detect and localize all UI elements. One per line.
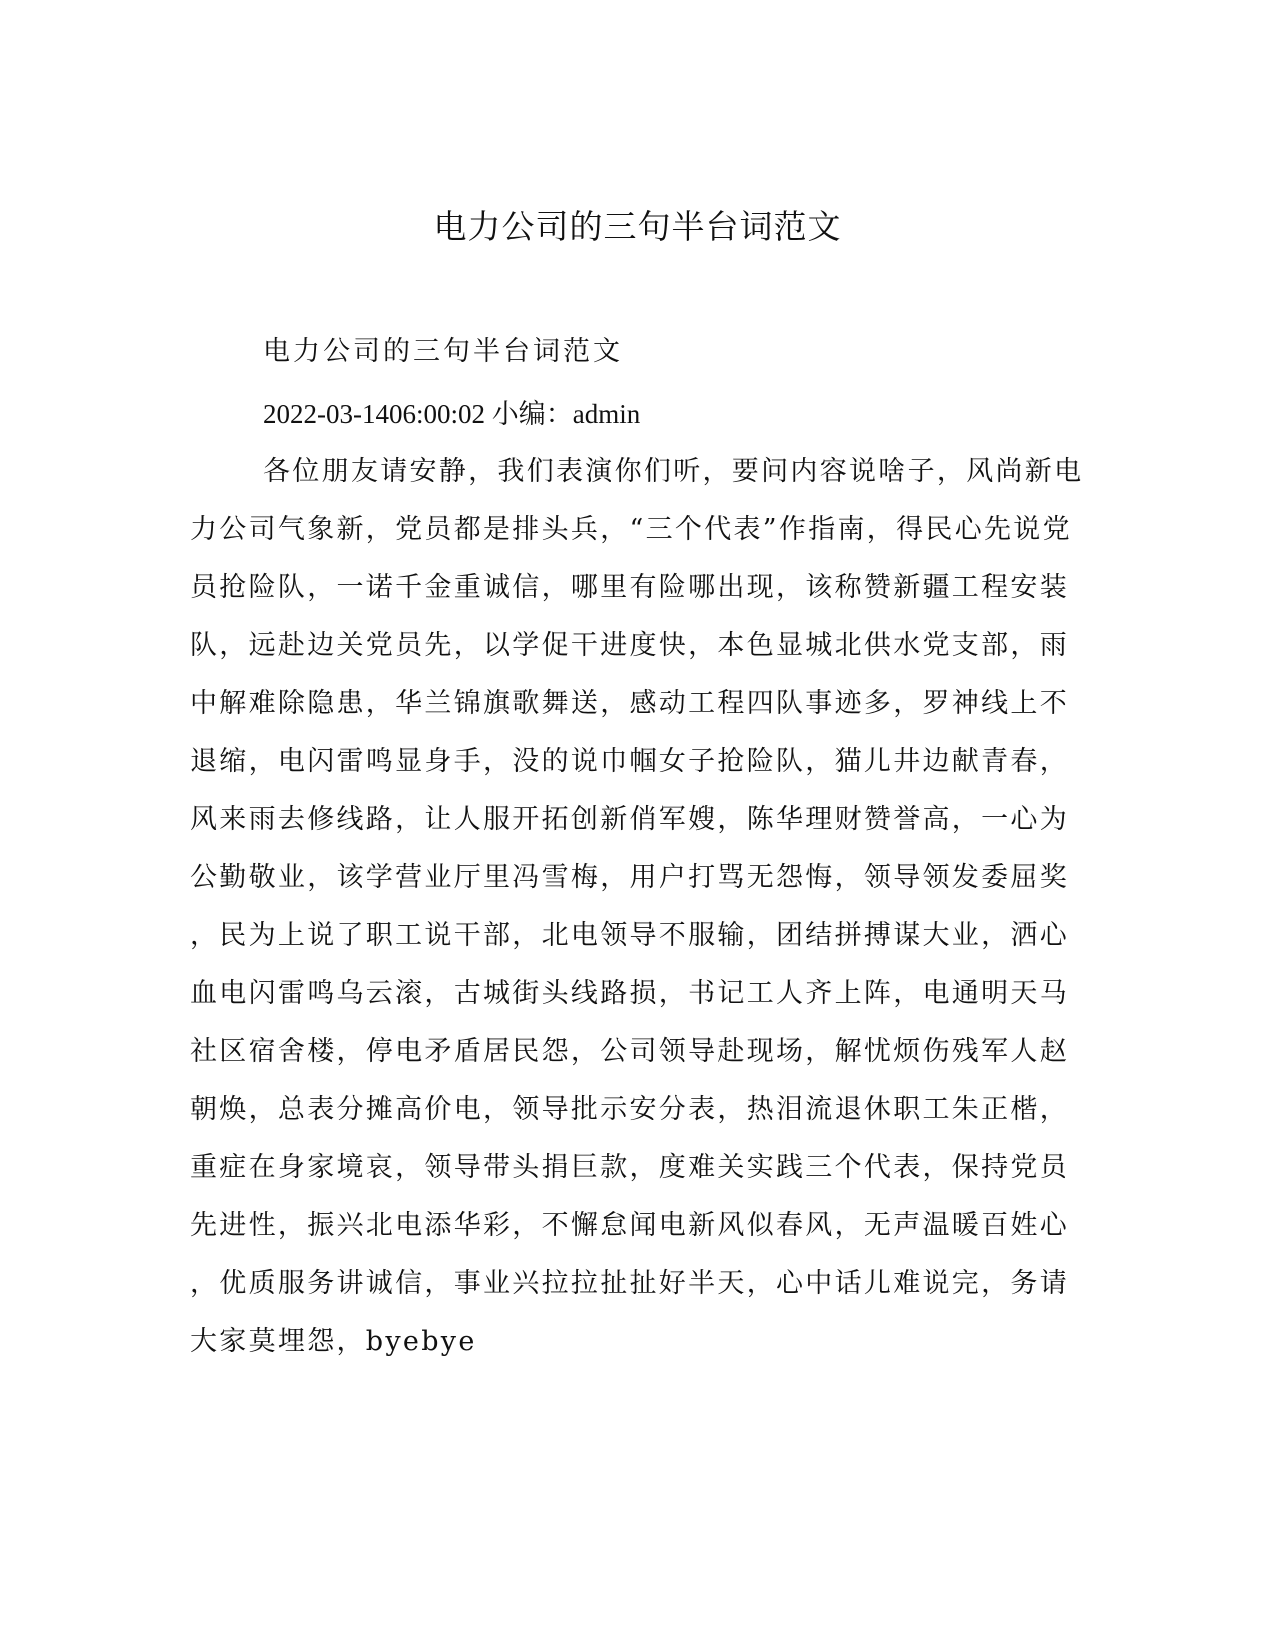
body-line: 公勤敬业，该学营业厅里冯雪梅，用户打骂无怨悔，领导领发委屈奖 [190, 862, 1069, 893]
body-line: 风来雨去修线路，让人服开拓创新俏军嫂，陈华理财赞誉高，一心为 [190, 804, 1069, 835]
document-title: 电力公司的三句半台词范文 [433, 207, 842, 246]
body-line: 队，远赴边关党员先，以学促干进度快，本色显城北供水党支部，雨 [190, 630, 1069, 661]
body-line: 社区宿舍楼，停电矛盾居民怨，公司领导赴现场，解忧烦伤残军人赵 [190, 1036, 1069, 1067]
body-line: 血电闪雷鸣乌云滚，古城街头线路损，书记工人齐上阵，电通明天马 [190, 978, 1069, 1009]
body-line: 力公司气象新，党员都是排头兵，“三个代表”作指南，得民心先说党 [190, 514, 1072, 545]
body-line: 重症在身家境哀，领导带头捐巨款，度难关实践三个代表，保持党员 [190, 1152, 1069, 1183]
body-line: 员抢险队，一诺千金重诚信，哪里有险哪出现，该称赞新疆工程安装 [190, 572, 1069, 603]
body-line: 退缩，电闪雷鸣显身手，没的说巾帼女子抢险队，猫儿井边献青春， [190, 746, 1069, 777]
body-line: ，民为上说了职工说干部，北电领导不服输，团结拼搏谋大业，洒心 [190, 920, 1069, 951]
document-meta: 2022-03-1406:00:02 小编：admin [263, 399, 641, 429]
body-line: 大家莫埋怨，byebye [190, 1326, 477, 1357]
body-line: 各位朋友请安静，我们表演你们听，要问内容说啥子，风尚新电 [263, 456, 1084, 487]
document-subtitle: 电力公司的三句半台词范文 [263, 336, 623, 367]
body-line: 朝焕，总表分摊高价电，领导批示安分表，热泪流退休职工朱正楷， [190, 1094, 1069, 1125]
body-line: 中解难除隐患，华兰锦旗歌舞送，感动工程四队事迹多，罗神线上不 [190, 688, 1069, 719]
body-line: 先进性，振兴北电添华彩，不懈怠闻电新风似春风，无声温暖百姓心 [190, 1210, 1069, 1241]
body-line: ，优质服务讲诚信，事业兴拉拉扯扯好半天，心中话儿难说完，务请 [190, 1268, 1069, 1299]
